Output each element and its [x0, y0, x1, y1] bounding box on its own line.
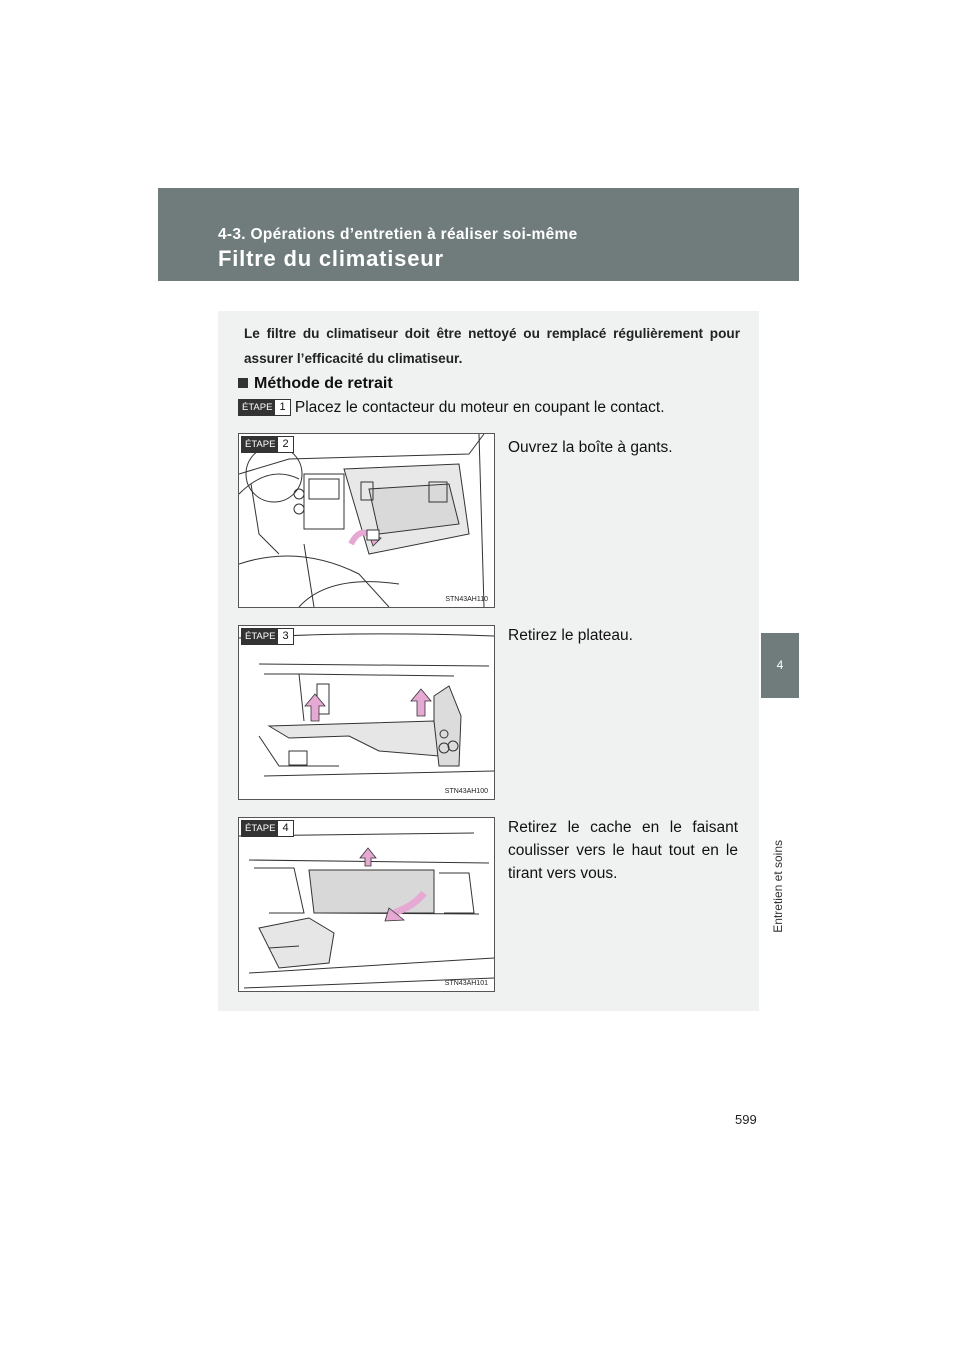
- glovebox-illustration: [239, 434, 494, 607]
- step-badge-number: 1: [275, 400, 289, 415]
- step-1: [238, 399, 665, 417]
- step-badge-label: ÉTAPE: [242, 629, 278, 644]
- step-badge-number: 3: [278, 629, 292, 644]
- section-title: 4-3. Opérations d’entretien à réaliser soi-même: [218, 226, 578, 243]
- step-badge: [241, 628, 294, 645]
- intro-text: Le filtre du climatiseur doit être nettoyé ou remplacé régulièrement pour assurer l’efficacité du climatiseur.: [244, 326, 740, 366]
- step-badge-label: ÉTAPE: [242, 821, 278, 836]
- step-badge: [238, 399, 291, 416]
- section-header: [158, 188, 799, 281]
- chapter-tab-label: Entretien et soins: [771, 840, 785, 933]
- step-badge-label: ÉTAPE: [242, 437, 278, 452]
- figure-step-2: [238, 433, 495, 608]
- step-2-text: Ouvrez la boîte à gants.: [508, 439, 673, 456]
- step-1-text: Placez le contacteur du moteur en coupant le contact.: [294, 399, 665, 416]
- square-bullet-icon: [238, 378, 248, 388]
- figure-code: STN43AH110: [445, 596, 488, 603]
- figure-code: STN43AH100: [444, 788, 488, 795]
- content-panel: [218, 311, 759, 1011]
- figure-step-3: [238, 625, 495, 800]
- step-badge-number: 4: [278, 821, 292, 836]
- step-badge: [241, 820, 294, 837]
- subheading-text: Méthode de retrait: [254, 375, 393, 392]
- page-number: 599: [735, 1112, 757, 1127]
- chapter-tab-number: 4: [761, 633, 799, 698]
- page-title: Filtre du climatiseur: [218, 246, 444, 271]
- cover-illustration: [239, 818, 494, 991]
- step-badge-number: 2: [278, 437, 292, 452]
- step-badge-label: ÉTAPE: [239, 400, 275, 415]
- tray-illustration: [239, 626, 494, 799]
- figure-code: STN43AH101: [444, 980, 488, 987]
- step-badge: [241, 436, 294, 453]
- step-4-text: Retirez le cache en le faisant coulisser vers le haut tout en le tirant vers vous.: [508, 819, 738, 882]
- figure-step-4: [238, 817, 495, 992]
- subheading: [238, 375, 393, 393]
- step-3-text: Retirez le plateau.: [508, 627, 633, 644]
